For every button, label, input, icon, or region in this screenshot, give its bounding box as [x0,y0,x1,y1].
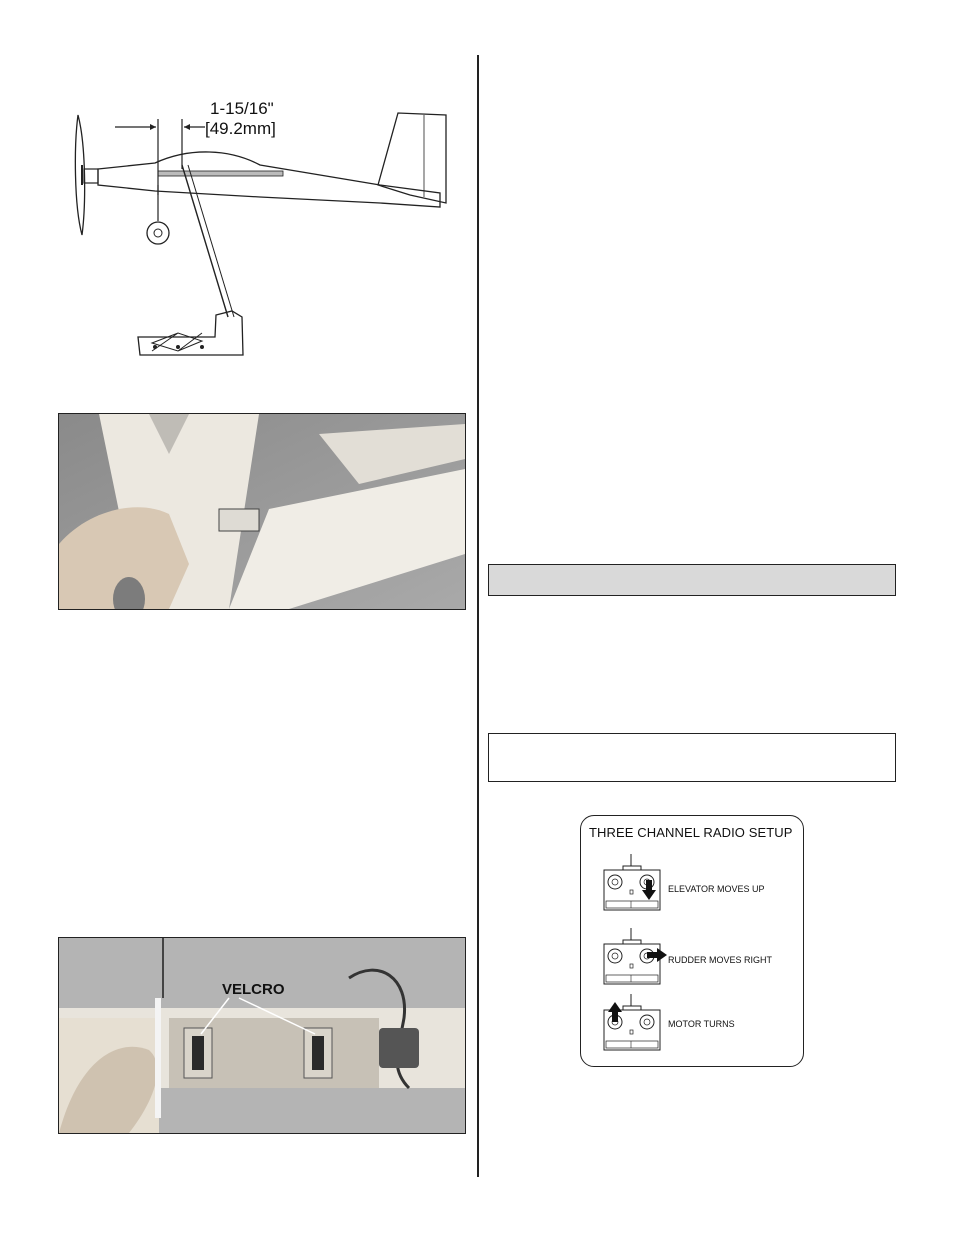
arrow-down-icon [642,880,656,905]
dimension-metric: [49.2mm] [205,119,276,138]
arrow-up-icon [608,1002,622,1027]
arrow-right-icon [647,948,667,967]
velcro-label: VELCRO [222,981,285,998]
radio-setup-panel [580,815,804,1067]
radio-setup-title: THREE CHANNEL RADIO SETUP [589,825,793,840]
note-box [488,733,896,782]
dimension-imperial: 1-15/16" [210,99,274,118]
radio-label-rudder: RUDDER MOVES RIGHT [668,955,773,965]
airplane-assembly-photo [58,413,466,610]
radio-label-motor: MOTOR TURNS [668,1019,735,1029]
velcro-installation-photo [58,937,466,1134]
column-divider [477,55,479,1177]
radio-label-elevator: ELEVATOR MOVES UP [668,884,765,894]
section-header-bar [488,564,896,596]
